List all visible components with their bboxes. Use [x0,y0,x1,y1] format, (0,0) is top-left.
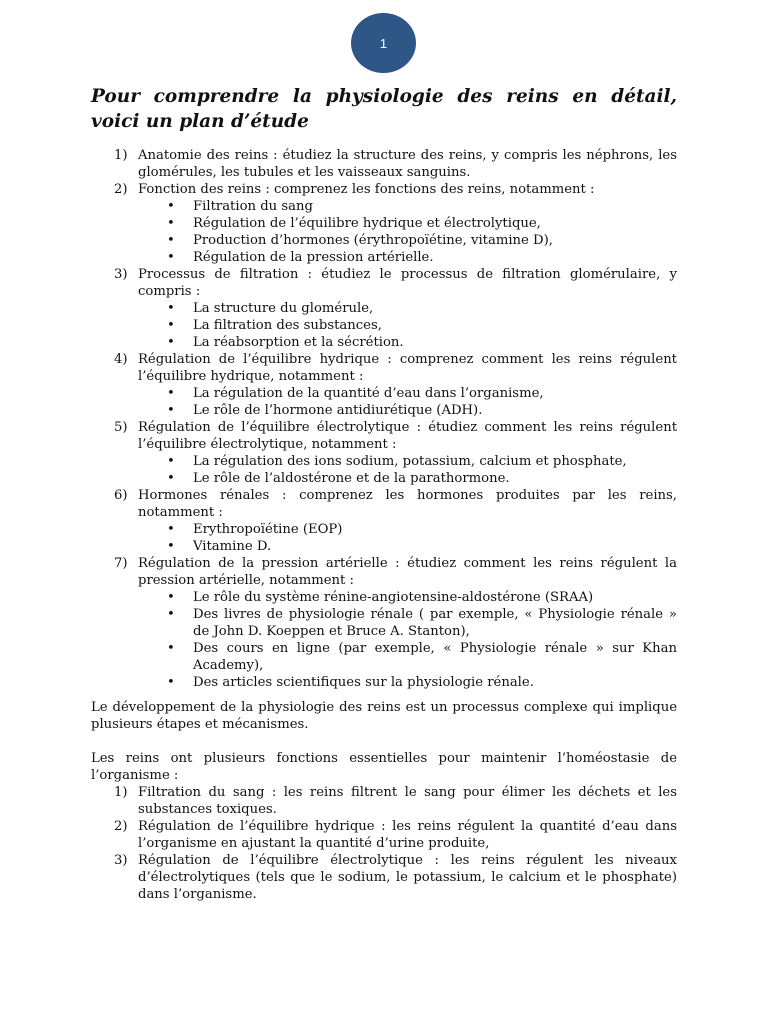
bullet-text: Filtration du sang [193,199,313,214]
paragraph-development: Le développement de la physiologie des reins est un processus complexe qui implique plusieurs étapes et mécanismes. [91,700,677,732]
bullet-item [138,385,677,402]
bullet-item [138,317,677,334]
plan-item-bullets [138,589,677,691]
bullet-item [138,606,677,640]
function-item [91,852,677,903]
bullet-text: Vitamine D. [193,539,272,554]
paragraph-functions-intro: Les reins ont plusieurs fonctions essentielles pour maintenir l’homéostasie de l’organisme : [91,751,677,783]
plan-item-bullets [138,385,677,419]
function-item-number: 3) [114,853,128,868]
bullet-icon: • [167,607,175,622]
bullet-icon: • [167,454,175,469]
bullet-icon: • [167,522,175,537]
function-item-text: Régulation de l’équilibre hydrique : les reins régulent la quantité d’eau dans l’organisme en ajustant la quantité d’urine produite, [138,819,677,851]
bullet-item [138,589,677,606]
plan-item [91,419,677,487]
kidney-functions-list [91,784,677,903]
bullet-item [138,402,677,419]
bullet-text: Production d’hormones (érythropoïétine, vitamine D), [193,233,553,248]
plan-item-number: 1) [114,148,128,163]
bullet-text: Régulation de la pression artérielle. [193,250,434,265]
plan-item [91,351,677,419]
bullet-icon: • [167,641,175,656]
bullet-text: Le rôle de l’aldostérone et de la parathormone. [193,471,510,486]
bullet-item [138,300,677,317]
bullet-item [138,470,677,487]
function-item [91,818,677,852]
page-number-badge [351,13,416,73]
document-body [91,84,677,903]
plan-item-number: 3) [114,267,128,282]
bullet-icon: • [167,216,175,231]
bullet-icon: • [167,250,175,265]
function-item [91,784,677,818]
bullet-icon: • [167,318,175,333]
plan-item-bullets [138,521,677,555]
page-number: 1 [379,35,388,51]
plan-item-number: 2) [114,182,128,197]
function-item-number: 2) [114,819,128,834]
bullet-text: La régulation des ions sodium, potassium, calcium et phosphate, [193,454,627,469]
plan-item-text: Hormones rénales : comprenez les hormones produites par les reins, notamment : [138,488,677,520]
bullet-icon: • [167,539,175,554]
bullet-item [138,453,677,470]
plan-item-text: Anatomie des reins : étudiez la structure des reins, y compris les néphrons, les glomérules, les tubules et les vaisseaux sanguins. [138,148,677,180]
bullet-icon: • [167,471,175,486]
plan-item-number: 6) [114,488,128,503]
plan-item-number: 5) [114,420,128,435]
plan-item-bullets [138,300,677,351]
bullet-text: Des articles scientifiques sur la physiologie rénale. [193,675,534,690]
plan-item [91,487,677,555]
bullet-item [138,232,677,249]
bullet-item [138,521,677,538]
bullet-text: Régulation de l’équilibre hydrique et électrolytique, [193,216,541,231]
plan-item-number: 4) [114,352,128,367]
plan-item-text: Régulation de la pression artérielle : étudiez comment les reins régulent la pression artérielle, notamment : [138,556,677,588]
plan-item-text: Régulation de l’équilibre hydrique : comprenez comment les reins régulent l’équilibre hydrique, notamment : [138,352,677,384]
plan-item-text: Régulation de l’équilibre électrolytique : étudiez comment les reins régulent l’équilibre électrolytique, notamment : [138,420,677,452]
bullet-text: Des cours en ligne (par exemple, « Physiologie rénale » sur Khan Academy), [193,641,677,673]
bullet-text: La structure du glomérule, [193,301,374,316]
bullet-item [138,334,677,351]
bullet-text: La régulation de la quantité d’eau dans l’organisme, [193,386,544,401]
bullet-text: Le rôle du système rénine-angiotensine-aldostérone (SRAA) [193,590,594,605]
bullet-text: La filtration des substances, [193,318,382,333]
function-item-number: 1) [114,785,128,800]
function-item-text: Filtration du sang : les reins filtrent le sang pour élimer les déchets et les substances toxiques. [138,785,677,817]
plan-item [91,181,677,266]
plan-item-bullets [138,198,677,266]
bullet-item [138,674,677,691]
bullet-item [138,198,677,215]
bullet-text: La réabsorption et la sécrétion. [193,335,404,350]
bullet-icon: • [167,301,175,316]
bullet-item [138,640,677,674]
bullet-icon: • [167,590,175,605]
bullet-item [138,249,677,266]
bullet-icon: • [167,675,175,690]
plan-item-bullets [138,453,677,487]
plan-item [91,266,677,351]
bullet-text: Le rôle de l’hormone antidiurétique (ADH). [193,403,483,418]
bullet-text: Erythropoïétine (EOP) [193,522,343,537]
plan-item [91,555,677,691]
plan-item-number: 7) [114,556,128,571]
bullet-icon: • [167,386,175,401]
bullet-text: Des livres de physiologie rénale ( par exemple, « Physiologie rénale » de John D. Koeppen et Bruce A. Stanton), [193,607,677,639]
plan-item-text: Processus de filtration : étudiez le processus de filtration glomérulaire, y compris : [138,267,677,299]
plan-item [91,147,677,181]
function-item-text: Régulation de l’équilibre électrolytique : les reins régulent les niveaux d’électrolytiques (tels que le sodium, le potassium, le calcium et le phosphate) dans l’organisme. [138,853,677,902]
plan-item-text: Fonction des reins : comprenez les fonctions des reins, notamment : [138,182,595,197]
bullet-icon: • [167,199,175,214]
bullet-icon: • [167,335,175,350]
study-plan-list [91,147,677,691]
bullet-icon: • [167,233,175,248]
bullet-icon: • [167,403,175,418]
bullet-item [138,538,677,555]
bullet-item [138,215,677,232]
page-title: Pour comprendre la physiologie des reins en détail, voici un plan d’étude [91,86,677,132]
